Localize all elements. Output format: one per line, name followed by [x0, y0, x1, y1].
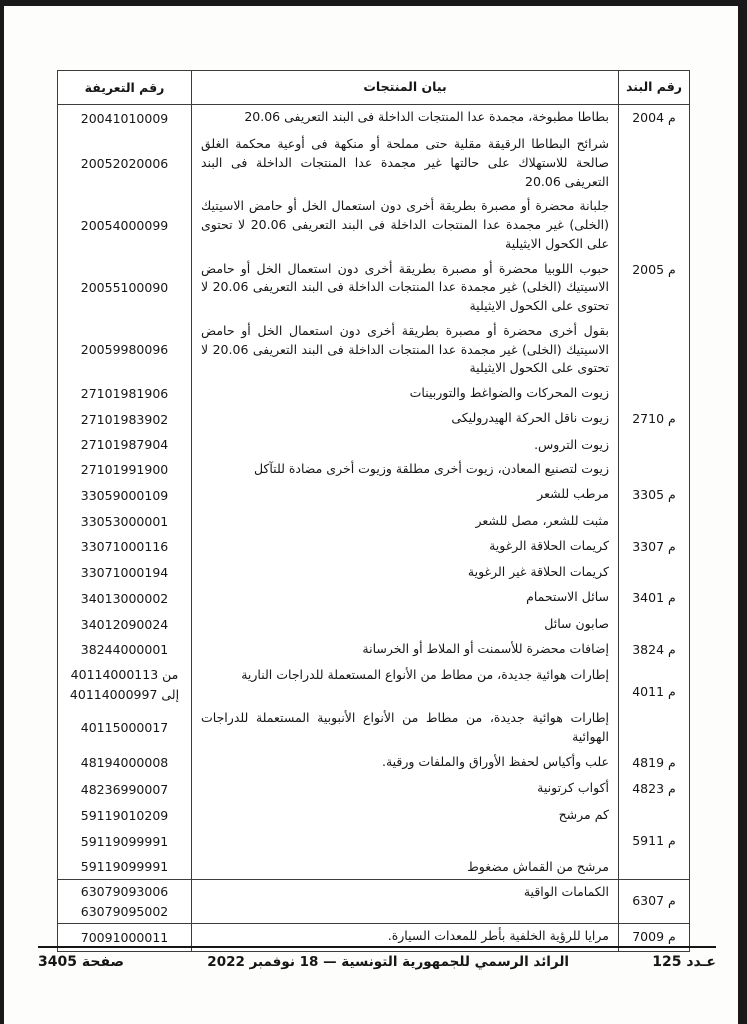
tariff-number-cell: [58, 534, 191, 561]
table-row: [58, 482, 689, 509]
table-row: [58, 433, 689, 458]
scan-edge-right: [738, 0, 747, 1024]
header-product-description: [191, 71, 619, 104]
table-row: [58, 776, 689, 803]
item-number-cell: [619, 803, 689, 828]
item-number-cell: [619, 663, 689, 706]
tariff-number-cell: [58, 433, 191, 458]
item-number: م 3307: [632, 538, 676, 554]
item-number-cell: [619, 585, 689, 612]
scan-edge-left: [0, 0, 4, 1024]
table-row: [58, 803, 689, 828]
tariff-number: 27101991900: [80, 462, 169, 478]
product-description-cell: إطارات هوائية جديدة، من مطاط من الأنواع المستعملة للدراجات النارية: [191, 663, 619, 706]
header-tariff-number: [58, 71, 191, 104]
product-description-cell: أكواب كرتونية: [191, 776, 619, 803]
tariff-number-cell: [58, 585, 191, 612]
tariff-number: 33071000116: [80, 539, 169, 555]
tariff-number-cell: [58, 612, 191, 637]
item-number-cell: [619, 855, 689, 880]
product-description-cell: كريمات الحلاقة غير الرغوية: [191, 560, 619, 585]
product-description-cell: مرطب للشعر: [191, 482, 619, 509]
table-row: [58, 880, 689, 923]
product-description-cell: زيوت لتصنيع المعادن، زيوت أخرى مطلقة وزيوت أخرى مضادة للتآكل: [191, 457, 619, 482]
tariff-number-cell: [58, 406, 191, 433]
table-row: [58, 257, 689, 319]
item-number-cell: [619, 637, 689, 664]
item-number-cell: [619, 406, 689, 433]
table-section: [58, 879, 689, 923]
item-number: م 4011: [632, 684, 676, 700]
item-number-cell: [619, 381, 689, 406]
item-number-cell: [619, 194, 689, 256]
product-description-cell: إضافات محضرة للأسمنت أو الملاط أو الخرسانة: [191, 637, 619, 664]
item-number-cell: [619, 132, 689, 194]
tariff-number: 27101983902: [80, 411, 169, 427]
product-description-cell: مرايا للرؤية الخلفية بأطر للمعدات السيارة.: [191, 924, 619, 951]
product-description-cell: شرائح البطاطا الرقيقة مقلية حتى مملحة أو منكهة فى أوعية محكمة الغلق صالحة للاستهلاك على حالتها غير مجمدة عدا المنتجات الداخلة فى البند التعريفى 20.06: [191, 132, 619, 194]
tariff-number-cell: [58, 132, 191, 194]
item-number-cell: [619, 319, 689, 381]
item-number: م 3305: [632, 487, 676, 503]
tariff-number-cell: [58, 828, 191, 855]
header-item-number: [619, 71, 689, 104]
table-row: [58, 560, 689, 585]
product-description-cell: زيوت ناقل الحركة الهيدروليكى: [191, 406, 619, 433]
product-description-cell: بقول أخرى محضرة أو مصبرة بطريقة أخرى دون استعمال الخل أو حامض الاسيتيك (الخلى) غير مجمدة عدا المنتجات الداخلة فى البند التعريفى 20.06 لا تحتوى على الكحول الايثيلية: [191, 319, 619, 381]
item-number-cell: [619, 828, 689, 855]
tariff-number: 20059980096: [80, 342, 169, 358]
product-description-cell: مرشح من القماش مضغوط: [191, 855, 619, 880]
table-row: [58, 105, 689, 132]
table-row: [58, 406, 689, 433]
tariff-number-cell: [58, 482, 191, 509]
product-description-cell: علب وأكياس لحفظ الأوراق والملفات ورقية.: [191, 750, 619, 777]
tariff-number-cell: [58, 509, 191, 534]
tariff-number: 63079095002: [80, 903, 169, 919]
table-row: [58, 585, 689, 612]
item-number-cell: [619, 612, 689, 637]
item-number: م 6307: [632, 893, 676, 909]
tariff-number-cell: [58, 663, 191, 706]
tariff-number: 59119099991: [80, 833, 169, 849]
item-number: م 3401: [632, 590, 676, 606]
tariff-table: [57, 70, 690, 952]
tariff-table-body: [58, 105, 689, 951]
item-number: م 2005: [632, 261, 676, 277]
tariff-number: 20055100090: [80, 280, 169, 296]
item-number-cell: [619, 750, 689, 777]
tariff-number: 27101981906: [80, 385, 169, 401]
item-number: م 4819: [632, 754, 676, 770]
table-row: [58, 750, 689, 777]
item-number-cell: [619, 457, 689, 482]
table-row: [58, 132, 689, 194]
table-section: [58, 105, 689, 879]
tariff-number: 59119010209: [80, 807, 169, 823]
tariff-number: إلى 40114000997: [69, 686, 180, 702]
product-description-cell: صابون سائل: [191, 612, 619, 637]
tariff-number: 33059000109: [80, 487, 169, 503]
table-row: [58, 637, 689, 664]
header-item-number-label: رقم البند: [626, 79, 682, 95]
item-number-cell: [619, 776, 689, 803]
tariff-number-cell: [58, 750, 191, 777]
item-number-cell: [619, 105, 689, 132]
tariff-number: 27101987904: [80, 437, 169, 453]
product-description-cell: الكمامات الواقية: [191, 880, 619, 923]
product-description-cell: [191, 828, 619, 855]
table-row: [58, 663, 689, 706]
tariff-number: 34012090024: [80, 616, 169, 632]
tariff-number-cell: [58, 803, 191, 828]
table-row: [58, 855, 689, 880]
item-number-cell: [619, 433, 689, 458]
footer-issue-number: عـدد 125: [652, 954, 716, 970]
footer-page-number: صفحة 3405: [38, 954, 125, 970]
product-description-cell: كم مرشح: [191, 803, 619, 828]
item-number: م 7009: [632, 929, 676, 945]
product-description-cell: زيوت التروس.: [191, 433, 619, 458]
header-tariff-number-label: رقم التعريفة: [84, 80, 165, 95]
tariff-number: 34013000002: [80, 590, 169, 606]
scan-edge-top: [0, 0, 747, 6]
item-number: م 2004: [632, 110, 676, 126]
product-description-cell: مثبت للشعر، مصل للشعر: [191, 509, 619, 534]
tariff-number: 40115000017: [80, 720, 169, 736]
item-number: م 3824: [632, 641, 676, 657]
tariff-number: 20052020006: [80, 155, 169, 171]
footer-journal-title: الرائد الرسمي للجمهورية التونسية — 18 نوفمبر 2022: [207, 954, 570, 970]
tariff-number-cell: [58, 776, 191, 803]
item-number-cell: [619, 880, 689, 923]
tariff-number: 63079093006: [80, 884, 169, 900]
tariff-number: 33053000001: [80, 513, 169, 529]
product-description-cell: حبوب اللوبيا محضرة أو مصبرة بطريقة أخرى دون استعمال الخل أو حامض الاسيتيك (الخلى) غير مجمدة عدا المنتجات الداخلة فى البند التعريفى 20.06 لا تحتوى على الكحول الايثيلية: [191, 257, 619, 319]
tariff-number-cell: [58, 560, 191, 585]
table-row: [58, 381, 689, 406]
item-number-cell: [619, 257, 689, 319]
table-row: [58, 457, 689, 482]
item-number-cell: [619, 509, 689, 534]
product-description-cell: كريمات الحلاقة الرغوية: [191, 534, 619, 561]
product-description-cell: سائل الاستحمام: [191, 585, 619, 612]
table-row: [58, 319, 689, 381]
tariff-number-cell: [58, 381, 191, 406]
tariff-number-cell: [58, 706, 191, 750]
tariff-number-cell: [58, 457, 191, 482]
table-header-row: [58, 71, 689, 105]
item-number: م 4823: [632, 781, 676, 797]
tariff-number: 38244000001: [80, 642, 169, 658]
tariff-number: 33071000194: [80, 565, 169, 581]
table-row: [58, 509, 689, 534]
tariff-number: 70091000011: [80, 929, 169, 945]
table-row: [58, 612, 689, 637]
tariff-number-cell: [58, 105, 191, 132]
page-footer: [38, 946, 716, 970]
product-description-cell: جلبانة محضرة أو مصبرة بطريقة أخرى دون استعمال الخل أو حامض الاسيتيك (الخلى) غير مجمدة عدا المنتجات الداخلة فى البند التعريفى 20.06 لا تحتوى على الكحول الايثيلية: [191, 194, 619, 256]
table-row: [58, 706, 689, 750]
item-number-cell: [619, 706, 689, 750]
table-row: [58, 828, 689, 855]
tariff-number: 59119099991: [80, 859, 169, 875]
tariff-number-cell: [58, 637, 191, 664]
product-description-cell: بطاطا مطبوخة، مجمدة عدا المنتجات الداخلة فى البند التعريفى 20.06: [191, 105, 619, 132]
item-number-cell: [619, 534, 689, 561]
table-row: [58, 194, 689, 256]
tariff-number-cell: [58, 257, 191, 319]
item-number: م 2710: [632, 410, 676, 426]
header-product-description-label: بيان المنتجات: [363, 79, 447, 94]
tariff-number-cell: [58, 880, 191, 923]
tariff-number: من 40114000113: [70, 667, 179, 683]
tariff-number: 20041010009: [80, 111, 169, 127]
tariff-number-cell: [58, 194, 191, 256]
tariff-number: 48236990007: [80, 782, 169, 798]
tariff-number: 20054000099: [80, 217, 169, 233]
product-description-cell: إطارات هوائية جديدة، من مطاط من الأنواع الأنبوبية المستعملة للدراجات الهوائية: [191, 706, 619, 750]
table-row: [58, 534, 689, 561]
item-number: م 5911: [632, 832, 676, 848]
tariff-number: 48194000008: [80, 755, 169, 771]
tariff-number-cell: [58, 319, 191, 381]
tariff-number-cell: [58, 855, 191, 880]
item-number-cell: [619, 560, 689, 585]
item-number-cell: [619, 482, 689, 509]
product-description-cell: زيوت المحركات والضواغط والتوربينات: [191, 381, 619, 406]
